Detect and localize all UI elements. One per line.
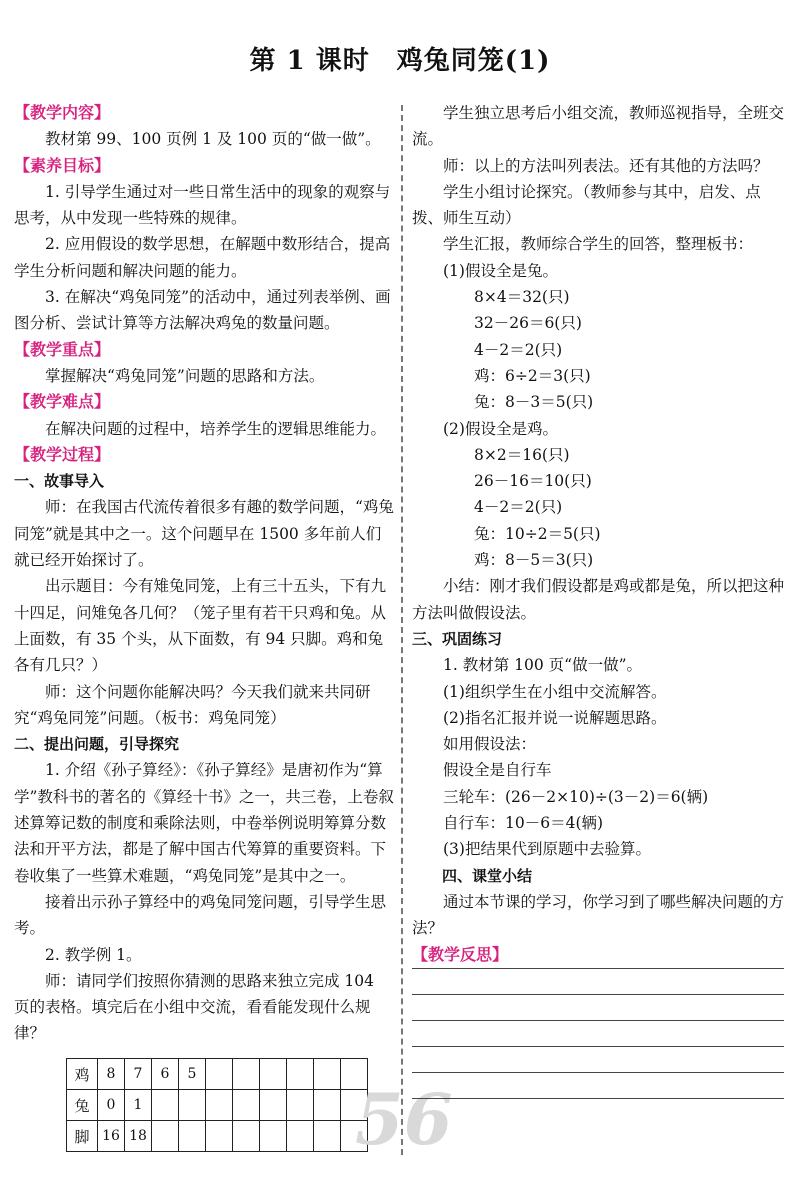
row-header: 鸡	[67, 1059, 98, 1090]
table-cell	[152, 1090, 179, 1121]
column-divider	[401, 105, 403, 1155]
paragraph: 学生独立思考后小组交流，教师巡视指导，全班交流。	[412, 104, 785, 149]
paragraph: 师：在我国古代流传着很多有趣的数学问题，“鸡兔同笼”就是其中之一。这个问题早在 1500 多年前人们就已经开始探讨了。	[14, 498, 394, 570]
difficulties-text: 在解决问题的过程中，培养学生的逻辑思维能力。	[45, 419, 387, 438]
writing-line	[412, 1072, 784, 1073]
teaching-content-text: 教材第 99、100 页例 1 及 100 页的“做一做”。	[45, 130, 381, 149]
table-cell	[233, 1090, 260, 1121]
paragraph: 小结：刚才我们假设都是鸡或都是兔，所以把这种方法叫做假设法。	[412, 577, 785, 622]
table-cell	[233, 1121, 260, 1152]
goal-1: 1. 引导学生通过对一些日常生活中的现象的观察与思考，从中发现一些特殊的规律。	[14, 182, 391, 228]
section-1-heading: 一、故事导入	[14, 472, 105, 491]
table-cell: 5	[179, 1059, 206, 1090]
key-points-header: 【教学重点】	[14, 339, 111, 359]
paragraph: 师：以上的方法叫列表法。还有其他的方法吗？	[443, 156, 769, 175]
paragraph: 1. 介绍《孙子算经》：《孙子算经》是唐初作为“算学”教科书的著名的《算经十书》之一，共三卷，上卷叙述算筹记数的制度和乘除法则，中卷举例说明筹算分数法和开平方法，都是了解中国古代筹算的重要资料。下卷收集了一些算术难题，“鸡兔同笼”是其中之一。	[14, 761, 394, 885]
example-table	[66, 1058, 368, 1152]
equation: 32－26＝6(只)	[474, 314, 582, 333]
table-cell	[287, 1121, 314, 1152]
goals-header: 【素养目标】	[14, 155, 111, 175]
table-row	[67, 1121, 368, 1152]
table-cell	[179, 1090, 206, 1121]
paragraph: 学生汇报，教师综合学生的回答，整理板书：	[443, 235, 754, 254]
equation: 4－2＝2(只)	[474, 340, 563, 359]
page-title: 第 1 课时 鸡兔同笼(1)	[249, 46, 551, 76]
paragraph: 接着出示孙子算经中的鸡兔同笼问题，引导学生思考。	[14, 892, 387, 938]
goal-2: 2. 应用假设的数学思想，在解题中数形结合，提高学生分析问题和解决问题的能力。	[14, 235, 391, 280]
table-cell	[314, 1090, 341, 1121]
table-cell	[206, 1121, 233, 1152]
process-header: 【教学过程】	[14, 444, 111, 464]
writing-line	[412, 968, 784, 969]
table-row	[67, 1090, 368, 1121]
paragraph: 1. 教材第 100 页“做一做”。	[443, 656, 643, 675]
paragraph: 师：这个问题你能解决吗？今天我们就来共同研究“鸡兔同笼”问题。（板书：鸡兔同笼）	[14, 682, 371, 727]
table-row	[67, 1059, 368, 1090]
paragraph: 自行车：10－6＝4(辆)	[443, 814, 604, 833]
table-cell	[314, 1059, 341, 1090]
table-cell	[287, 1090, 314, 1121]
table-cell: 6	[152, 1059, 179, 1090]
section-2-heading: 二、提出问题，引导探究	[14, 735, 180, 754]
writing-line	[412, 1098, 784, 1099]
difficulties-header: 【教学难点】	[14, 392, 111, 412]
paragraph: (3)把结果代到原题中去验算。	[443, 840, 651, 859]
row-header: 脚	[67, 1121, 98, 1152]
reflection-header: 【教学反思】	[412, 944, 509, 964]
table-cell	[314, 1121, 341, 1152]
table-cell	[179, 1121, 206, 1152]
table-cell	[206, 1090, 233, 1121]
left-column	[14, 100, 394, 1047]
table-cell	[287, 1059, 314, 1090]
equation: 兔：8－3＝5(只)	[474, 393, 594, 412]
paragraph: 出示题目：今有雉兔同笼，上有三十五头，下有九十四足，问雉兔各几何？（笼子里有若干只鸡和兔。从上面数，有 35 个头，从下面数，有 94 只脚。鸡和兔各有几只？）	[14, 577, 387, 675]
section-3-heading: 三、巩固练习	[412, 629, 503, 648]
table-cell	[233, 1059, 260, 1090]
equation: 兔：10÷2＝5(只)	[474, 524, 601, 543]
paragraph: 如用假设法：	[443, 735, 537, 754]
equation: 4－2＝2(只)	[474, 498, 563, 517]
paragraph: 师：请同学们按照你猜测的思路来独立完成 104 页的表格。填完后在小组中交流，看看能发现什么规律？	[14, 971, 375, 1043]
assumption-1-heading: (1)假设全是兔。	[443, 261, 558, 280]
table-cell: 7	[125, 1059, 152, 1090]
table-cell: 0	[98, 1090, 125, 1121]
paragraph: (1)组织学生在小组中交流解答。	[443, 682, 667, 701]
key-points-text: 掌握解决“鸡兔同笼”问题的思路和方法。	[45, 366, 325, 385]
table-cell	[152, 1121, 179, 1152]
paragraph: 通过本节课的学习，你学习到了哪些解决问题的方法？	[412, 892, 785, 938]
writing-line	[412, 1020, 784, 1021]
right-column	[412, 100, 787, 968]
table-cell	[206, 1059, 233, 1090]
table-cell: 1	[125, 1090, 152, 1121]
paragraph: (2)指名汇报并说一说解题思路。	[443, 708, 667, 727]
section-4-heading: 四、课堂小结	[442, 866, 533, 885]
table-cell: 18	[125, 1121, 152, 1152]
table-cell	[260, 1059, 287, 1090]
equation: 8×2＝16(只)	[474, 445, 570, 464]
equation: 鸡：8－5＝3(只)	[474, 551, 594, 570]
page-number: 56	[355, 1078, 453, 1161]
table-cell	[260, 1090, 287, 1121]
table-cell	[260, 1121, 287, 1152]
assumption-2-heading: (2)假设全是鸡。	[443, 419, 558, 438]
writing-line	[412, 1046, 784, 1047]
table-cell: 8	[98, 1059, 125, 1090]
table-cell: 16	[98, 1121, 125, 1152]
equation: 8×4＝32(只)	[474, 288, 570, 307]
equation: 26－16＝10(只)	[474, 472, 592, 491]
equation: 鸡：6÷2＝3(只)	[474, 366, 591, 385]
teaching-content-header: 【教学内容】	[14, 103, 111, 122]
paragraph: 三轮车：(26－2×10)÷(3－2)＝6(辆)	[443, 787, 709, 806]
paragraph: 学生小组讨论探究。（教师参与其中，启发、点拨、师生互动）	[412, 182, 761, 228]
writing-line	[412, 994, 784, 995]
paragraph: 假设全是自行车	[443, 761, 552, 780]
goal-3: 3. 在解决“鸡兔同笼”的活动中，通过列表举例、画图分析、尝试计算等方法解决鸡兔的数量问题。	[14, 288, 391, 333]
row-header: 兔	[67, 1090, 98, 1121]
paragraph: 2. 教学例 1。	[45, 945, 142, 964]
